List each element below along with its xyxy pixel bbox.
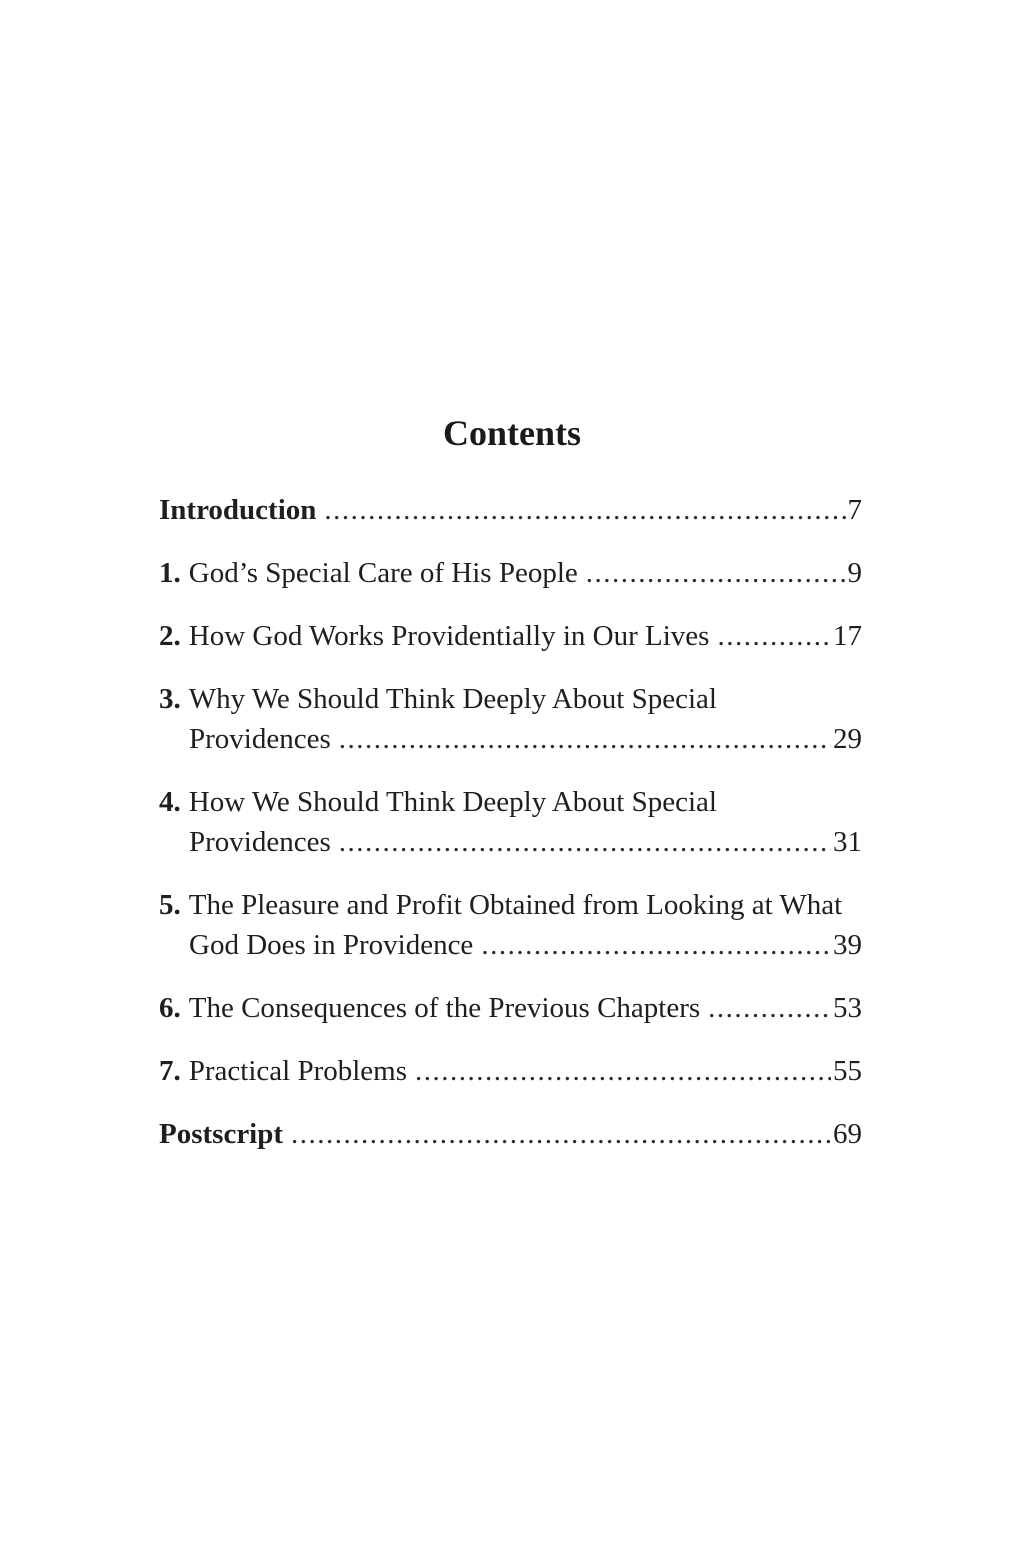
toc-entry-postscript[interactable] bbox=[159, 1114, 862, 1154]
toc-chapter-number: 5. bbox=[159, 889, 181, 921]
toc-line bbox=[159, 822, 862, 862]
toc-entry-chapter-7[interactable] bbox=[159, 1051, 862, 1091]
toc-entry-title-line2: God Does in Providence bbox=[189, 929, 474, 961]
toc-page-number: 69 bbox=[833, 1118, 862, 1150]
toc-chapter-number: 7. bbox=[159, 1055, 181, 1087]
toc-chapter-number: 1. bbox=[159, 557, 181, 589]
toc-entry-title-line1: How We Should Think Deeply About Special bbox=[188, 786, 717, 818]
toc-chapter-number: 3. bbox=[159, 683, 181, 715]
toc-line bbox=[159, 988, 862, 1028]
toc-page-number: 31 bbox=[833, 826, 862, 858]
toc-entry-title: Practical Problems bbox=[188, 1055, 408, 1087]
toc-entry-title: The Consequences of the Previous Chapters bbox=[188, 992, 701, 1024]
toc-chapter-number: 2. bbox=[159, 620, 181, 652]
toc-line bbox=[159, 719, 862, 759]
toc-page-number: 53 bbox=[833, 992, 862, 1024]
dot-leader bbox=[481, 925, 831, 965]
toc-entry-chapter-4[interactable] bbox=[159, 782, 862, 862]
dot-leader bbox=[717, 616, 831, 656]
toc-line bbox=[159, 1114, 862, 1154]
dot-leader bbox=[415, 1051, 831, 1091]
toc-line bbox=[159, 1051, 862, 1091]
table-of-contents bbox=[159, 490, 862, 1177]
toc-entry-introduction[interactable] bbox=[159, 490, 862, 530]
toc-entry-chapter-5[interactable] bbox=[159, 885, 862, 965]
toc-line bbox=[159, 490, 862, 530]
dot-leader bbox=[708, 988, 831, 1028]
toc-page-number: 39 bbox=[833, 929, 862, 961]
toc-entry-title: God’s Special Care of His People bbox=[188, 557, 578, 589]
toc-line bbox=[159, 885, 862, 925]
toc-entry-title-line2: Providences bbox=[189, 826, 331, 858]
toc-line bbox=[159, 616, 862, 656]
toc-entry-title-line2: Providences bbox=[189, 723, 331, 755]
toc-entry-title-line1: The Pleasure and Profit Obtained from Looking at What bbox=[188, 889, 843, 921]
dot-leader bbox=[586, 553, 846, 593]
toc-page-number: 29 bbox=[833, 723, 862, 755]
toc-entry-title: How God Works Providentially in Our Lives bbox=[188, 620, 710, 652]
dot-leader bbox=[339, 822, 831, 862]
toc-entry-chapter-6[interactable] bbox=[159, 988, 862, 1028]
toc-entry-chapter-3[interactable] bbox=[159, 679, 862, 759]
toc-line bbox=[159, 925, 862, 965]
toc-entry-title: Postscript bbox=[159, 1118, 284, 1150]
toc-entry-chapter-2[interactable] bbox=[159, 616, 862, 656]
toc-page-number: 7 bbox=[847, 494, 862, 526]
dot-leader bbox=[339, 719, 831, 759]
toc-page-number: 55 bbox=[833, 1055, 862, 1087]
toc-page-number: 9 bbox=[847, 557, 862, 589]
page-title: Contents bbox=[442, 413, 581, 453]
toc-line bbox=[159, 782, 862, 822]
toc-entry-chapter-1[interactable] bbox=[159, 553, 862, 593]
toc-chapter-number: 4. bbox=[159, 786, 181, 818]
toc-page-number: 17 bbox=[833, 620, 862, 652]
dot-leader bbox=[324, 490, 845, 530]
toc-line bbox=[159, 679, 862, 719]
toc-chapter-number: 6. bbox=[159, 992, 181, 1024]
toc-entry-title-line1: Why We Should Think Deeply About Special bbox=[188, 683, 717, 715]
toc-entry-title: Introduction bbox=[159, 494, 317, 526]
dot-leader bbox=[291, 1114, 831, 1154]
toc-line bbox=[159, 553, 862, 593]
